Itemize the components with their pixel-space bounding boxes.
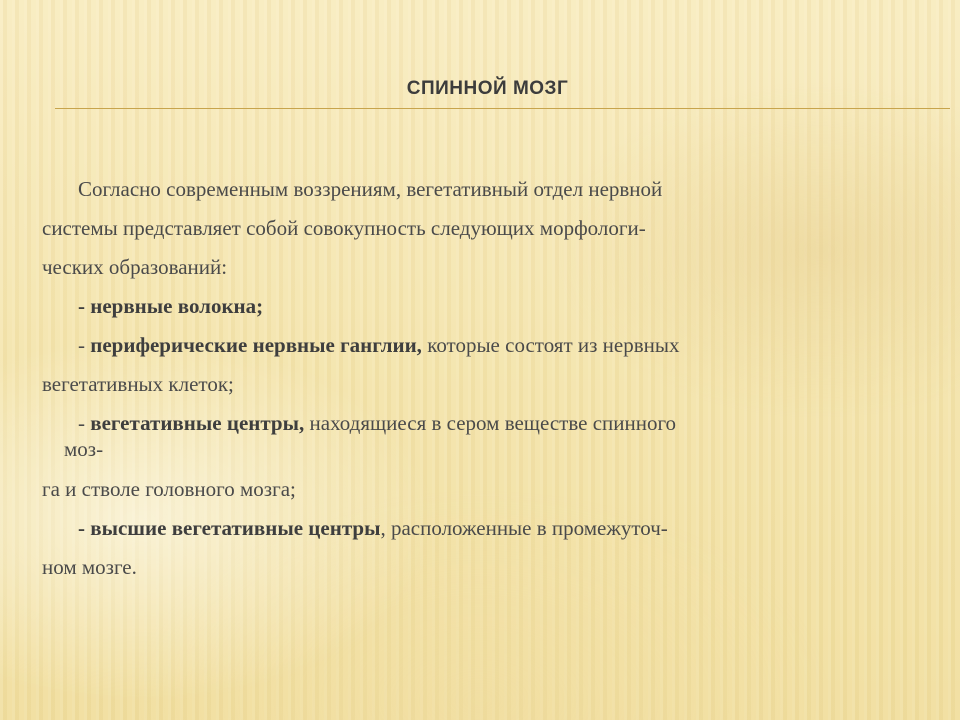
- bold-term: - высшие вегетативные центры: [78, 516, 381, 540]
- text-segment: Согласно современным воззрениям, вегетативный отдел нервной: [78, 177, 663, 201]
- list-item-peripheral-ganglia: [42, 326, 932, 365]
- text-segment: га и стволе головного мозга;: [42, 477, 296, 501]
- list-item-higher-centers: [42, 509, 932, 548]
- body-line: [42, 548, 932, 587]
- bold-term: вегетативные центры,: [90, 411, 305, 435]
- text-segment: -: [78, 411, 91, 435]
- text-segment: вегетативных клеток;: [42, 372, 234, 396]
- body-line: [42, 209, 932, 248]
- list-item-nerve-fibers: [42, 287, 932, 326]
- text-segment: которые состоят из нервных: [421, 333, 680, 357]
- body-line: [42, 365, 932, 404]
- text-segment: находящиеся в сером веществе спинного: [304, 411, 677, 435]
- text-segment: , расположенные в промежуточ-: [380, 516, 668, 540]
- text-segment: системы представляет собой совокупность следующих морфологи-: [42, 216, 646, 240]
- title-divider: [55, 108, 950, 109]
- slide-body: [42, 170, 932, 587]
- text-segment: моз-: [64, 437, 104, 461]
- text-segment: -: [78, 333, 91, 357]
- body-line: [42, 248, 932, 287]
- bold-term: периферические нервные ганглии,: [90, 333, 422, 357]
- body-line: [42, 170, 932, 209]
- body-line: [42, 470, 932, 509]
- bold-term: - нервные волокна;: [78, 294, 264, 318]
- slide-title: СПИННОЙ МОЗГ: [406, 78, 569, 99]
- text-segment: ном мозге.: [42, 555, 137, 579]
- text-segment: ческих образований:: [42, 255, 228, 279]
